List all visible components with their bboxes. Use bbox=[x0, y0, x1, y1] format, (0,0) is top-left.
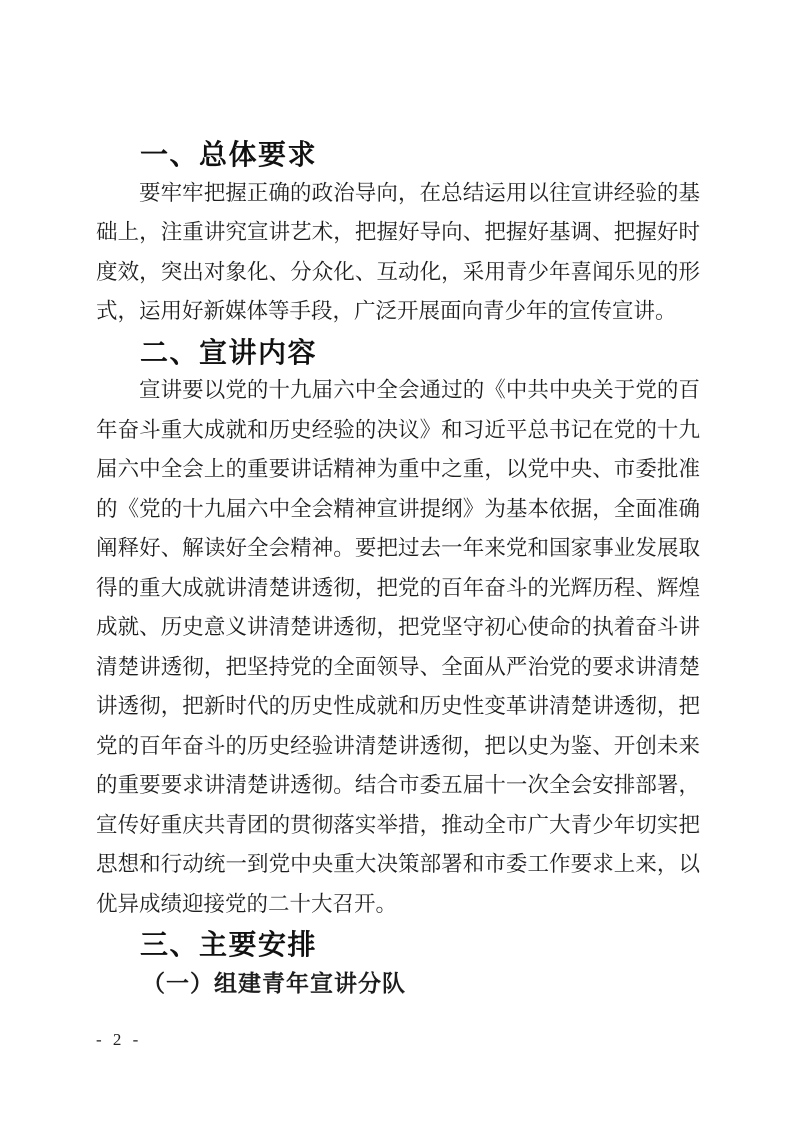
section-heading-3: 三、主要安排 bbox=[140, 929, 318, 960]
body-text-line: 优异成绩迎接党的二十大召开。 bbox=[96, 891, 398, 916]
body-text-line: 思想和行动统一到党中央重大决策部署和市委工作要求上来，以 bbox=[96, 852, 700, 876]
section-heading-2: 二、宣讲内容 bbox=[140, 336, 318, 368]
body-text-line: 础上，注重讲究宣讲艺术，把握好导向、把握好基调、把握好时 bbox=[96, 220, 700, 244]
subsection-heading-1: （一）组建青年宣讲分队 bbox=[142, 970, 406, 996]
body-text-line: 宣传好重庆共青团的贯彻落实举措，推动全市广大青少年切实把 bbox=[96, 812, 700, 837]
body-text-line: 得的重大成就讲清楚讲透彻，把党的百年奋斗的光辉历程、辉煌 bbox=[96, 575, 700, 600]
body-text-line: 度效，突出对象化、分众化、互动化，采用青少年喜闻乐见的形 bbox=[96, 259, 700, 284]
body-text-line: 年奋斗重大成就和历史经验的决议》和习近平总书记在党的十九 bbox=[96, 417, 700, 442]
body-text-line: 党的百年奋斗的历史经验讲清楚讲透彻，把以史为鉴、开创未来 bbox=[96, 733, 700, 758]
body-text-line: 的重要要求讲清楚讲透彻。结合市委五届十一次全会安排部署， bbox=[96, 773, 700, 797]
body-text-line: 宣讲要以党的十九届六中全会通过的《中共中央关于党的百 bbox=[139, 378, 700, 402]
document-body bbox=[96, 134, 700, 1003]
body-text-line: 讲透彻，把新时代的历史性成就和历史性变革讲清楚讲透彻，把 bbox=[96, 694, 700, 718]
page-footer bbox=[96, 1030, 139, 1050]
body-text-line: 成就、历史意义讲清楚讲透彻，把党坚守初心使命的执着奋斗讲 bbox=[96, 615, 700, 639]
section-2-paragraph bbox=[96, 371, 700, 924]
body-text-line: 清楚讲透彻，把坚持党的全面领导、全面从严治党的要求讲清楚 bbox=[96, 654, 700, 679]
body-text-line: 届六中全会上的重要讲话精神为重中之重，以党中央、市委批准 bbox=[96, 457, 700, 481]
body-text-line: 阐释好、解读好全会精神。要把过去一年来党和国家事业发展取 bbox=[96, 536, 700, 560]
body-text-line: 的《党的十九届六中全会精神宣讲提纲》为基本依据，全面准确 bbox=[96, 496, 700, 521]
section-1-paragraph bbox=[96, 174, 700, 332]
page-number: - 2 - bbox=[96, 1030, 140, 1049]
section-heading-1: 一、总体要求 bbox=[140, 139, 318, 170]
body-text-line: 式，运用好新媒体等手段，广泛开展面向青少年的宣传宣讲。 bbox=[96, 299, 677, 323]
body-text-line: 要牢牢把握正确的政治导向，在总结运用以往宣讲经验的基 bbox=[139, 180, 700, 205]
